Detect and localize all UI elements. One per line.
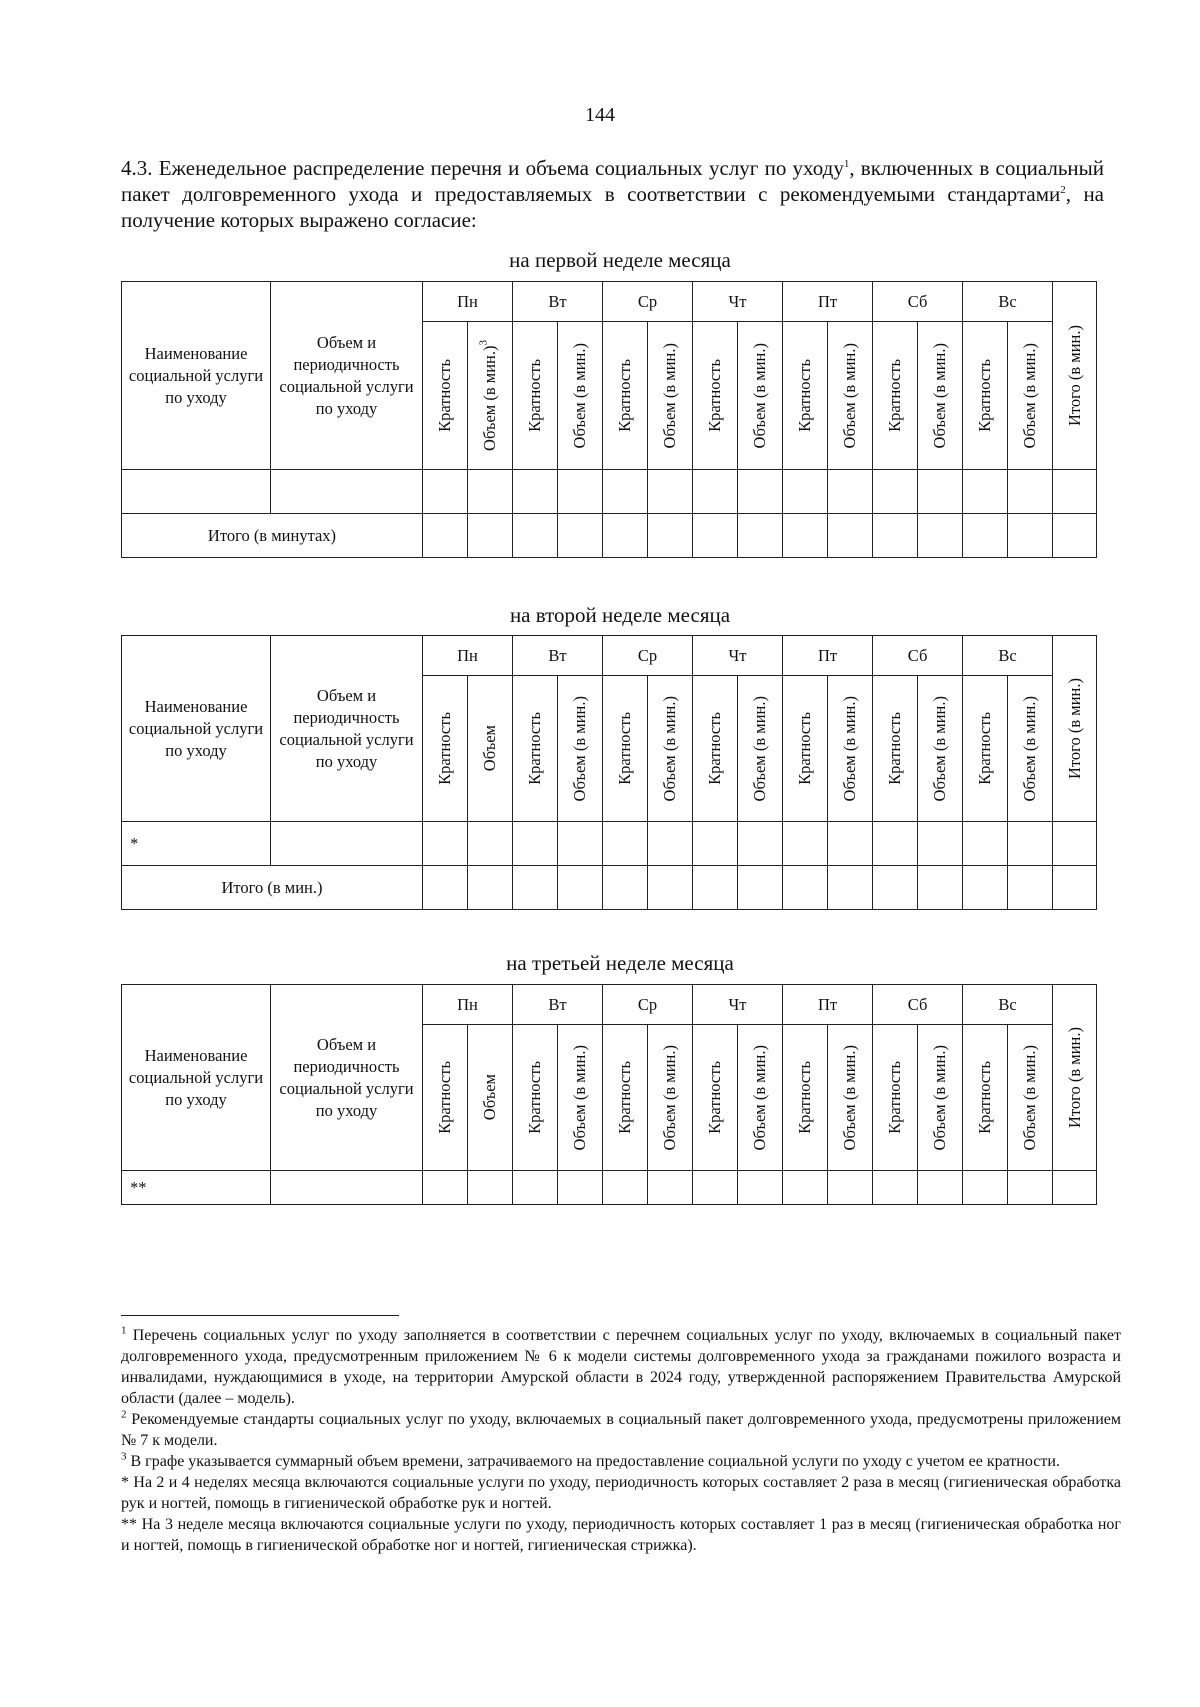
footnote-mark: 1: [121, 1324, 127, 1337]
kratnost-label-text: Кратность: [525, 359, 544, 432]
obem-header: [1008, 322, 1053, 470]
obem-label: [660, 696, 680, 801]
kratnost-label: [885, 1061, 905, 1134]
day-header: Пт: [783, 985, 873, 1025]
obem-label-text: Объем (в мин.): [660, 695, 679, 802]
obem-label-text: Объем: [480, 1074, 499, 1121]
obem-header: [738, 322, 783, 470]
data-cell: [558, 470, 603, 514]
kratnost-header: [423, 1025, 468, 1171]
day-header: Пн: [423, 985, 513, 1025]
data-cell: [918, 470, 963, 514]
obem-header: [558, 1025, 603, 1171]
obem-label: [660, 1045, 680, 1150]
kratnost-label: [885, 712, 905, 785]
obem-header: [558, 322, 603, 470]
total-cell: [513, 866, 558, 910]
kratnost-header: [603, 1025, 648, 1171]
kratnost-label: [615, 712, 635, 785]
data-cell: [783, 1171, 828, 1205]
total-cell: [963, 514, 1008, 558]
data-cell: [693, 1171, 738, 1205]
obem-label: [480, 1074, 500, 1120]
week-title: на первой неделе месяца: [509, 248, 731, 272]
obem-label: [840, 1045, 860, 1150]
total-cell: [918, 514, 963, 558]
obem-header: [648, 322, 693, 470]
kratnost-header: [963, 1025, 1008, 1171]
total-cell: [693, 866, 738, 910]
itogo-header: [1065, 325, 1085, 426]
total-cell: [423, 866, 468, 910]
itogo-header-text: Итого (в мин.): [1064, 324, 1084, 427]
footnote-mark: *: [121, 1474, 129, 1491]
obem-label: [570, 343, 590, 448]
footnote-item: [121, 1514, 1121, 1556]
total-row: [122, 866, 1097, 910]
total-cell: [783, 514, 828, 558]
data-cell: [873, 1171, 918, 1205]
col-header-volume: Объем и периодичность социальной услуги по уходу: [271, 636, 423, 822]
kratnost-header: [513, 676, 558, 822]
kratnost-label-text: Кратность: [435, 712, 454, 785]
data-cell: [693, 470, 738, 514]
obem-header: [738, 1025, 783, 1171]
kratnost-label-text: Кратность: [975, 712, 995, 785]
col-header-name: Наименование социальной услуги по уходу: [122, 636, 271, 822]
col-header-name: Наименование социальной услуги по уходу: [122, 282, 271, 470]
obem-label: [840, 343, 860, 448]
obem-label: [750, 1045, 770, 1150]
kratnost-label-text: Кратность: [705, 712, 725, 785]
col-header-itogo: [1053, 282, 1097, 470]
kratnost-header: [423, 676, 468, 822]
total-cell: [738, 866, 783, 910]
total-cell: [468, 514, 513, 558]
kratnost-label-text: Кратность: [435, 1061, 454, 1134]
kratnost-label-text: Кратность: [885, 359, 905, 432]
col-header-itogo: [1053, 985, 1097, 1171]
kratnost-label: [435, 1061, 455, 1134]
obem-label: [750, 343, 770, 448]
kratnost-label-text: Кратность: [525, 1061, 544, 1134]
col-header-itogo: [1053, 636, 1097, 822]
kratnost-label: [705, 359, 725, 432]
kratnost-label: [525, 1061, 545, 1134]
footnote-separator: [121, 1315, 399, 1316]
footnote-text: Перечень социальных услуг по уходу заполняется в соответствии с перечнем социальных услуг по уходу, включаемых в социальный пакет долговременного ухода, предусмотренным приложением № 6 к модели системы долговременного ухода за гражданами пожилого возраста и инвалидами, нуждающимися в уходе, на территории Амурской области в 2024 году, утвержденной распоряжением Правительства Амурской области (далее – модель).: [121, 1327, 1122, 1407]
total-cell: [1008, 866, 1053, 910]
day-header: Ср: [603, 282, 693, 322]
kratnost-label-text: Кратность: [795, 712, 815, 785]
data-cell: [1053, 470, 1097, 514]
kratnost-label: [795, 712, 815, 785]
day-header: Чт: [693, 985, 783, 1025]
obem-label: [930, 1045, 950, 1150]
data-cell: [648, 470, 693, 514]
total-cell: [963, 866, 1008, 910]
header-row-days: [122, 636, 1097, 676]
total-cell: [918, 866, 963, 910]
total-cell: [558, 866, 603, 910]
obem-header: [828, 322, 873, 470]
kratnost-label: [615, 359, 635, 432]
obem-label-text: Объем (в мин.): [930, 342, 950, 449]
data-cell: [918, 822, 963, 866]
obem-label-text: Объем (в мин.): [840, 1044, 860, 1151]
obem-header: [918, 676, 963, 822]
kratnost-label-text: Кратность: [435, 359, 454, 432]
kratnost-label-text: Кратность: [975, 359, 995, 432]
data-cell: [828, 1171, 873, 1205]
service-name-cell: [122, 470, 271, 514]
obem-label: [1020, 1045, 1040, 1150]
total-label: Итого (в мин.): [122, 866, 423, 910]
total-cell: [873, 866, 918, 910]
total-cell: [1008, 514, 1053, 558]
day-header: Вс: [963, 282, 1053, 322]
total-cell: [423, 514, 468, 558]
day-header: Сб: [873, 636, 963, 676]
data-cell: [513, 470, 558, 514]
obem-label-text: Объем (в мин.): [1020, 695, 1040, 802]
schedule-table: [121, 984, 1097, 1205]
data-cell: [738, 822, 783, 866]
obem-label: [570, 696, 590, 801]
col-header-name: Наименование социальной услуги по уходу: [122, 985, 271, 1171]
obem-header: [828, 1025, 873, 1171]
footnote-mark: **: [121, 1516, 137, 1533]
total-cell: [558, 514, 603, 558]
obem-label: [840, 696, 860, 801]
data-cell: [423, 822, 468, 866]
total-cell: [648, 514, 693, 558]
footnote-text: На 3 неделе месяца включаются социальные услуги по уходу, периодичность которых составляет 1 раз в месяц (гигиеническая обработка ног и ногтей, помощь в гигиенической обработке ног и ногтей, гигиеническая стрижка).: [121, 1516, 1121, 1554]
kratnost-label: [795, 1061, 815, 1134]
obem-header: [648, 676, 693, 822]
kratnost-header: [513, 1025, 558, 1171]
kratnost-label-text: Кратность: [615, 712, 634, 785]
data-cell: [603, 822, 648, 866]
total-cell: [1053, 866, 1097, 910]
table-row: [122, 822, 1097, 866]
day-header: Вс: [963, 636, 1053, 676]
kratnost-label: [705, 1061, 725, 1134]
day-header: Вс: [963, 985, 1053, 1025]
obem-label: [477, 340, 500, 451]
section-intro: [121, 155, 1104, 233]
obem-label: [660, 343, 680, 448]
data-cell: [873, 822, 918, 866]
intro-text-3: , на получение которых выражено согласие:: [121, 182, 1104, 232]
footnote-ref-2: 2: [1060, 184, 1066, 196]
total-cell: [468, 866, 513, 910]
obem-label: [750, 696, 770, 801]
obem-label: [930, 696, 950, 801]
day-header: Вт: [513, 282, 603, 322]
kratnost-header: [873, 1025, 918, 1171]
total-cell: [693, 514, 738, 558]
total-cell: [1053, 514, 1097, 558]
footnote-item: [121, 1451, 1121, 1472]
data-cell: [468, 1171, 513, 1205]
obem-header: [918, 1025, 963, 1171]
itogo-header: [1065, 678, 1085, 779]
kratnost-header: [963, 676, 1008, 822]
obem-label-text: Объем (в мин.): [570, 695, 589, 802]
kratnost-label: [975, 359, 995, 432]
kratnost-label-text: Кратность: [795, 359, 815, 432]
obem-header: [918, 322, 963, 470]
data-cell: [1008, 1171, 1053, 1205]
kratnost-header: [783, 322, 828, 470]
data-cell: [558, 822, 603, 866]
data-cell: [271, 822, 423, 866]
data-cell: [1008, 470, 1053, 514]
kratnost-label-text: Кратность: [705, 359, 725, 432]
data-cell: [738, 470, 783, 514]
total-cell: [828, 514, 873, 558]
total-cell: [873, 514, 918, 558]
footnote-text: В графе указывается суммарный объем времени, затрачиваемого на предоставление социальной услуги по уходу с учетом ее кратности.: [130, 1453, 1060, 1470]
obem-label-text: Объем (в мин.): [1020, 342, 1040, 449]
obem-header: [1008, 676, 1053, 822]
kratnost-label: [975, 1061, 995, 1134]
obem-header: [468, 676, 513, 822]
kratnost-label-text: Кратность: [885, 712, 905, 785]
total-cell: [783, 866, 828, 910]
kratnost-header: [693, 1025, 738, 1171]
service-name-cell: **: [122, 1171, 271, 1205]
day-header: Пн: [423, 282, 513, 322]
kratnost-label: [525, 712, 545, 785]
week-title: на второй неделе месяца: [509, 603, 731, 627]
total-cell: [603, 866, 648, 910]
data-cell: [783, 470, 828, 514]
obem-label-text: Объем (в мин.): [570, 1044, 589, 1151]
footnote-item: [121, 1472, 1121, 1514]
week-title: на третьей неделе месяца: [506, 951, 734, 975]
itogo-header: [1065, 1027, 1085, 1128]
table-row: [122, 470, 1097, 514]
day-header: Пн: [423, 636, 513, 676]
data-cell: [423, 470, 468, 514]
data-cell: [648, 1171, 693, 1205]
data-cell: [828, 470, 873, 514]
obem-label-text: Объем: [480, 725, 499, 772]
data-cell: [423, 1171, 468, 1205]
obem-header: [648, 1025, 693, 1171]
kratnost-label: [795, 359, 815, 432]
data-cell: [1053, 822, 1097, 866]
total-cell: [513, 514, 558, 558]
itogo-header-text: Итого (в мин.): [1064, 1026, 1084, 1129]
itogo-header-text: Итого (в мин.): [1064, 677, 1084, 780]
kratnost-label: [435, 359, 455, 432]
kratnost-header: [783, 676, 828, 822]
obem-label-text: Объем (в мин.): [750, 1044, 770, 1151]
day-header: Чт: [693, 282, 783, 322]
header-row-days: [122, 282, 1097, 322]
total-cell: [648, 866, 693, 910]
col-header-volume: Объем и периодичность социальной услуги по уходу: [271, 282, 423, 470]
obem-label: [570, 1045, 590, 1150]
footnote-mark: 3: [121, 1450, 127, 1463]
data-cell: [1008, 822, 1053, 866]
kratnost-header: [603, 676, 648, 822]
kratnost-header: [603, 322, 648, 470]
data-cell: [963, 470, 1008, 514]
schedule-table: [121, 281, 1097, 558]
obem-label: [1020, 696, 1040, 801]
obem-label-text: Объем (в мин.): [1020, 1044, 1040, 1151]
total-cell: [828, 866, 873, 910]
table-row: [122, 1171, 1097, 1205]
kratnost-header: [873, 322, 918, 470]
kratnost-label: [705, 712, 725, 785]
col-header-volume: Объем и периодичность социальной услуги по уходу: [271, 985, 423, 1171]
data-cell: [603, 1171, 648, 1205]
obem-label-text: Объем (в мин.): [750, 342, 770, 449]
obem-label-text: Объем (в мин.): [930, 1044, 950, 1151]
data-cell: [783, 822, 828, 866]
header-row-days: [122, 985, 1097, 1025]
day-header: Вт: [513, 636, 603, 676]
obem-label-text: Объем (в мин.): [840, 342, 860, 449]
day-header: Ср: [603, 636, 693, 676]
kratnost-header: [873, 676, 918, 822]
footnote-mark: 2: [121, 1408, 127, 1421]
kratnost-label-text: Кратность: [885, 1061, 905, 1134]
kratnost-label: [435, 712, 455, 785]
data-cell: [648, 822, 693, 866]
data-cell: [513, 1171, 558, 1205]
total-row: [122, 514, 1097, 558]
intro-text-2: , включенных в социальный пакет долговременного ухода и предоставляемых в соответствии с рекомендуемыми стандартами: [121, 156, 1104, 206]
data-cell: [963, 822, 1008, 866]
kratnost-label-text: Кратность: [525, 712, 544, 785]
kratnost-label: [525, 359, 545, 432]
data-cell: [603, 470, 648, 514]
day-header: Чт: [693, 636, 783, 676]
footnote-item: [121, 1325, 1121, 1409]
obem-label-text: Объем (в мин.): [750, 695, 770, 802]
day-header: Сб: [873, 282, 963, 322]
kratnost-label-text: Кратность: [795, 1061, 815, 1134]
obem-header: [468, 322, 513, 470]
data-cell: [468, 822, 513, 866]
kratnost-label: [975, 712, 995, 785]
data-cell: [963, 1171, 1008, 1205]
kratnost-label: [885, 359, 905, 432]
footnote-ref-3: 3: [477, 340, 490, 346]
day-header: Вт: [513, 985, 603, 1025]
day-header: Сб: [873, 985, 963, 1025]
data-cell: [918, 1171, 963, 1205]
day-header: Ср: [603, 985, 693, 1025]
data-cell: [873, 470, 918, 514]
obem-header: [468, 1025, 513, 1171]
obem-label-text: Объем (в мин.): [480, 345, 499, 451]
day-header: Пт: [783, 636, 873, 676]
intro-text-1: 4.3. Еженедельное распределение перечня и объема социальных услуг по уходу: [121, 156, 844, 180]
data-cell: [828, 822, 873, 866]
data-cell: [271, 470, 423, 514]
kratnost-label: [615, 1061, 635, 1134]
data-cell: [738, 1171, 783, 1205]
kratnost-header: [783, 1025, 828, 1171]
obem-header: [738, 676, 783, 822]
day-header: Пт: [783, 282, 873, 322]
obem-header: [1008, 1025, 1053, 1171]
kratnost-header: [693, 676, 738, 822]
obem-label-text: Объем (в мин.): [570, 342, 589, 449]
page-number: 144: [585, 104, 615, 126]
obem-header: [828, 676, 873, 822]
footnote-text: На 2 и 4 неделях месяца включаются социальные услуги по уходу, периодичность которых составляет 2 раза в месяц (гигиеническая обработка рук и ногтей, помощь в гигиенической обработке рук и ногтей.: [121, 1474, 1122, 1512]
kratnost-label-text: Кратность: [705, 1061, 725, 1134]
total-label: Итого (в минутах): [122, 514, 423, 558]
obem-label: [930, 343, 950, 448]
kratnost-label-text: Кратность: [975, 1061, 995, 1134]
obem-label-text: Объем (в мин.): [840, 695, 860, 802]
service-name-cell: *: [122, 822, 271, 866]
kratnost-label-text: Кратность: [615, 359, 634, 432]
kratnost-header: [693, 322, 738, 470]
footnote-ref-1: 1: [843, 158, 850, 170]
kratnost-header: [963, 322, 1008, 470]
total-cell: [738, 514, 783, 558]
kratnost-header: [513, 322, 558, 470]
footnotes: [121, 1325, 1121, 1556]
kratnost-label-text: Кратность: [615, 1061, 634, 1134]
total-cell: [603, 514, 648, 558]
data-cell: [693, 822, 738, 866]
data-cell: [1053, 1171, 1097, 1205]
data-cell: [468, 470, 513, 514]
data-cell: [513, 822, 558, 866]
schedule-table: [121, 635, 1097, 910]
obem-header: [558, 676, 603, 822]
kratnost-header: [423, 322, 468, 470]
obem-label-text: Объем (в мин.): [660, 1044, 679, 1151]
data-cell: [271, 1171, 423, 1205]
obem-label-text: Объем (в мин.): [930, 695, 950, 802]
obem-label: [480, 725, 500, 771]
obem-label: [1020, 343, 1040, 448]
data-cell: [558, 1171, 603, 1205]
footnote-text: Рекомендуемые стандарты социальных услуг по уходу, включаемых в социальный пакет долговременного ухода, предусмотрены приложением № 7 к модели.: [121, 1411, 1121, 1449]
footnote-item: [121, 1409, 1121, 1451]
obem-label-text: Объем (в мин.): [660, 342, 679, 449]
